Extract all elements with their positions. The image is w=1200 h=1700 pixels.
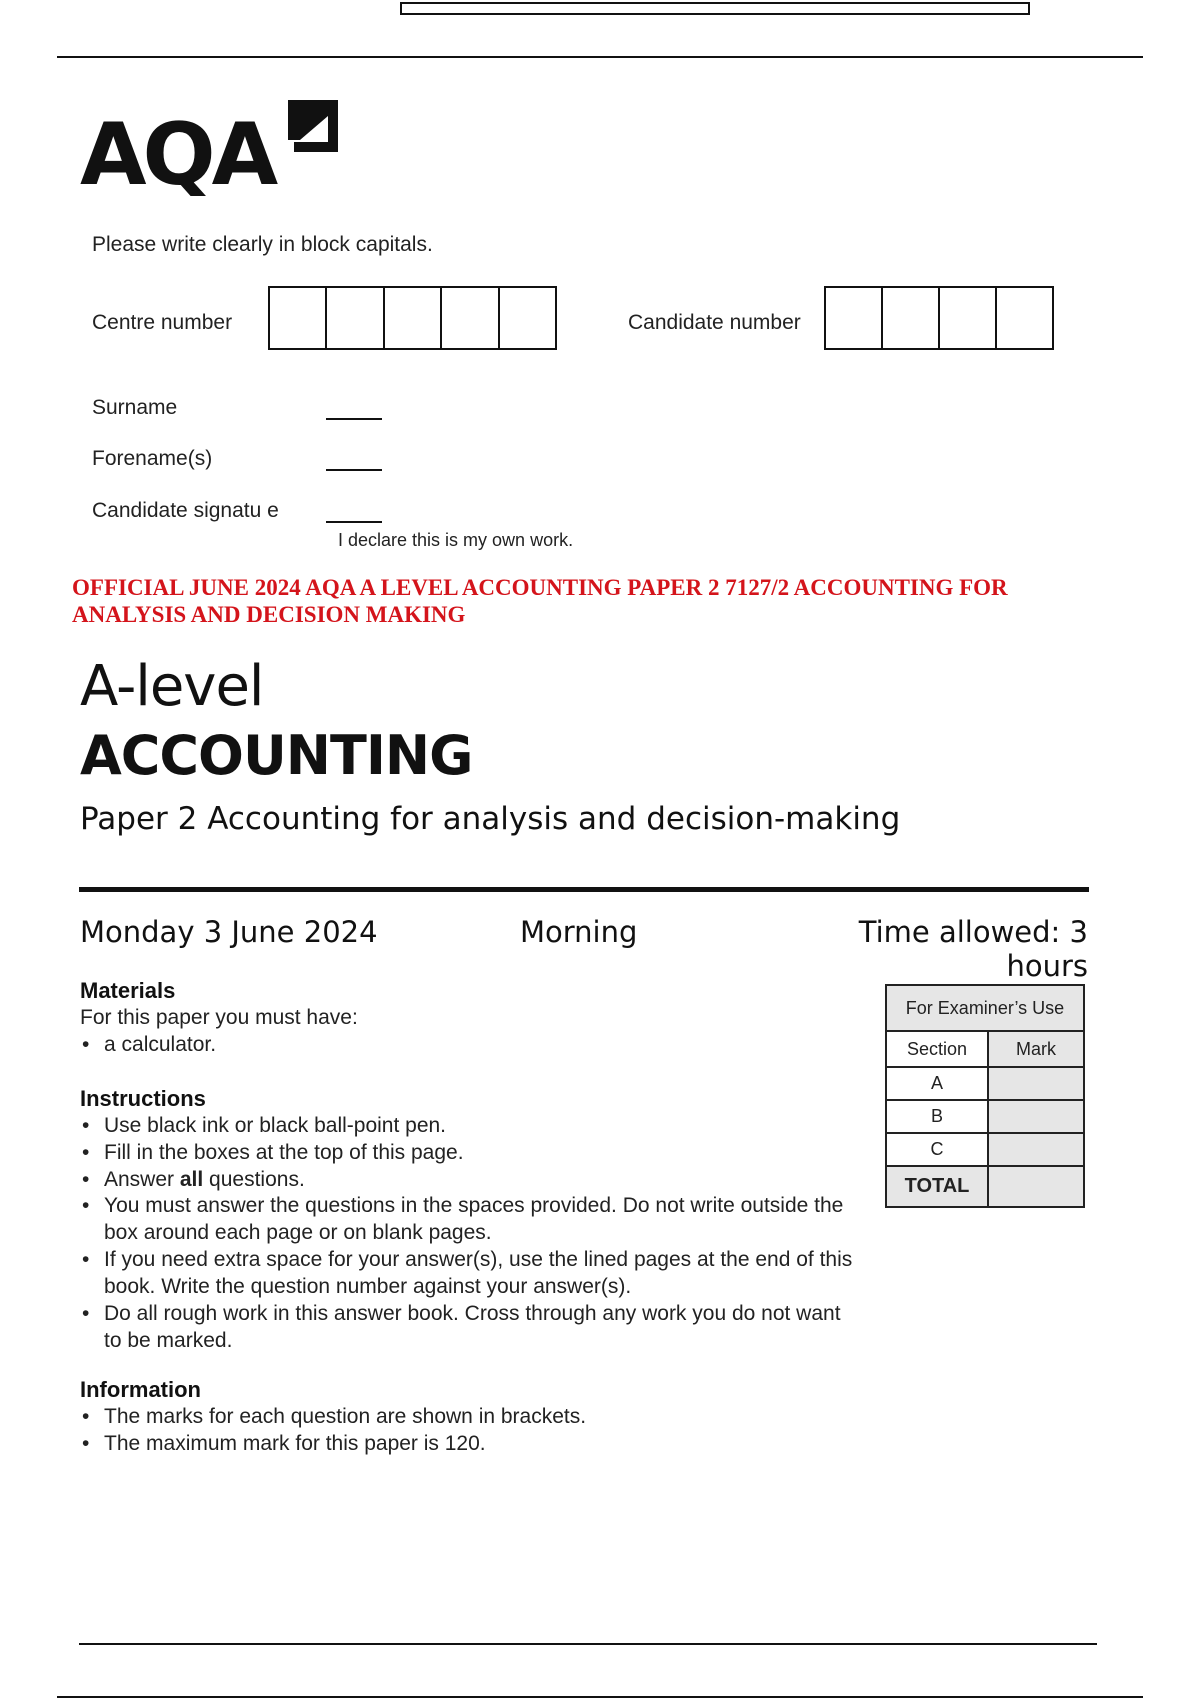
title-rule <box>79 887 1089 892</box>
section-a-mark <box>988 1067 1084 1100</box>
block-capitals-instruction: Please write clearly in block capitals. <box>92 233 433 256</box>
materials-intro: For this paper you must have: <box>80 1006 358 1029</box>
list-item: • Use black ink or black ball-point pen. <box>80 1112 860 1139</box>
candidate-number-boxes <box>824 286 1054 350</box>
paper-title: Paper 2 Accounting for analysis and decision-making <box>80 801 901 837</box>
answer-text-bold: all <box>179 1168 204 1191</box>
candidate-number-box[interactable] <box>826 288 883 348</box>
list-item-text: Do all rough work in this answer book. Cross through any work you do not want to be marked. <box>104 1302 841 1352</box>
header-box <box>400 2 1030 15</box>
list-item: • a calculator. <box>80 1031 860 1058</box>
list-item <box>80 1166 860 1193</box>
logo-text: AQA <box>80 105 275 196</box>
section-c-label: C <box>886 1133 988 1166</box>
list-item <box>80 1300 860 1354</box>
list-item <box>80 1246 860 1300</box>
surname-input-line[interactable] <box>326 418 382 420</box>
list-item: • The marks for each question are shown in brackets. <box>80 1403 860 1430</box>
total-mark <box>988 1166 1084 1207</box>
forenames-label: Forename(s) <box>92 447 213 470</box>
centre-number-box[interactable] <box>270 288 327 348</box>
instructions-section <box>80 1086 860 1354</box>
instructions-heading: Instructions <box>80 1086 206 1111</box>
instructions-list <box>80 1112 860 1354</box>
bottom-rule <box>79 1643 1097 1645</box>
information-section <box>80 1377 860 1457</box>
list-item: • Fill in the boxes at the top of this page. <box>80 1139 860 1166</box>
candidate-number-label: Candidate number <box>628 311 801 334</box>
candidate-number-box[interactable] <box>997 288 1052 348</box>
aqa-logo-icon <box>80 96 350 196</box>
information-heading: Information <box>80 1377 201 1402</box>
candidate-number-box[interactable] <box>883 288 940 348</box>
section-column-header: Section <box>886 1031 988 1067</box>
centre-number-box[interactable] <box>500 288 555 348</box>
logo-mark-shape <box>288 100 338 152</box>
section-b-label: B <box>886 1100 988 1133</box>
section-b-mark <box>988 1100 1084 1133</box>
forenames-input-line[interactable] <box>326 469 382 471</box>
section-a-label: A <box>886 1067 988 1100</box>
surname-label: Surname <box>92 396 178 419</box>
examiner-use-title: For Examiner’s Use <box>886 985 1084 1031</box>
mark-column-header: Mark <box>988 1031 1084 1067</box>
level-title: A-level <box>80 654 264 719</box>
signature-input-line[interactable] <box>326 521 382 523</box>
section-c-mark <box>988 1133 1084 1166</box>
materials-list <box>80 1031 860 1058</box>
top-rule <box>57 56 1143 58</box>
aqa-logo <box>80 96 350 196</box>
centre-number-boxes <box>268 286 557 350</box>
materials-section <box>80 978 860 1058</box>
information-list <box>80 1403 860 1457</box>
centre-number-box[interactable] <box>385 288 442 348</box>
exam-date: Monday 3 June 2024 <box>80 915 378 949</box>
list-item-text: You must answer the questions in the spaces provided. Do not write outside the box around each page or on blank pages. <box>104 1194 844 1244</box>
time-allowed: Time allowed: 3 hours <box>858 915 1088 983</box>
total-label: TOTAL <box>886 1166 988 1207</box>
subject-title: ACCOUNTING <box>80 724 473 787</box>
centre-number-label: Centre number <box>92 311 233 334</box>
answer-text-pre: Answer <box>104 1168 180 1191</box>
watermark-title: OFFICIAL JUNE 2024 AQA A LEVEL ACCOUNTING PAPER 2 7127/2 ACCOUNTING FOR ANALYSIS AND DECISION MAKING <box>72 575 1008 627</box>
list-item: • The maximum mark for this paper is 120. <box>80 1430 860 1457</box>
signature-label: Candidate signatu e <box>92 499 279 522</box>
materials-heading: Materials <box>80 978 176 1003</box>
examiner-use-table <box>885 984 1085 1208</box>
list-item <box>80 1192 860 1246</box>
declaration-text: I declare this is my own work. <box>338 530 574 550</box>
answer-text-post: questions. <box>203 1168 305 1191</box>
centre-number-box[interactable] <box>442 288 499 348</box>
centre-number-box[interactable] <box>327 288 384 348</box>
page-end-rule <box>57 1696 1143 1698</box>
candidate-number-box[interactable] <box>940 288 997 348</box>
exam-session: Morning <box>520 915 638 949</box>
list-item-text: If you need extra space for your answer(s), use the lined pages at the end of this book. Write the question number against your answer(s). <box>104 1248 853 1298</box>
